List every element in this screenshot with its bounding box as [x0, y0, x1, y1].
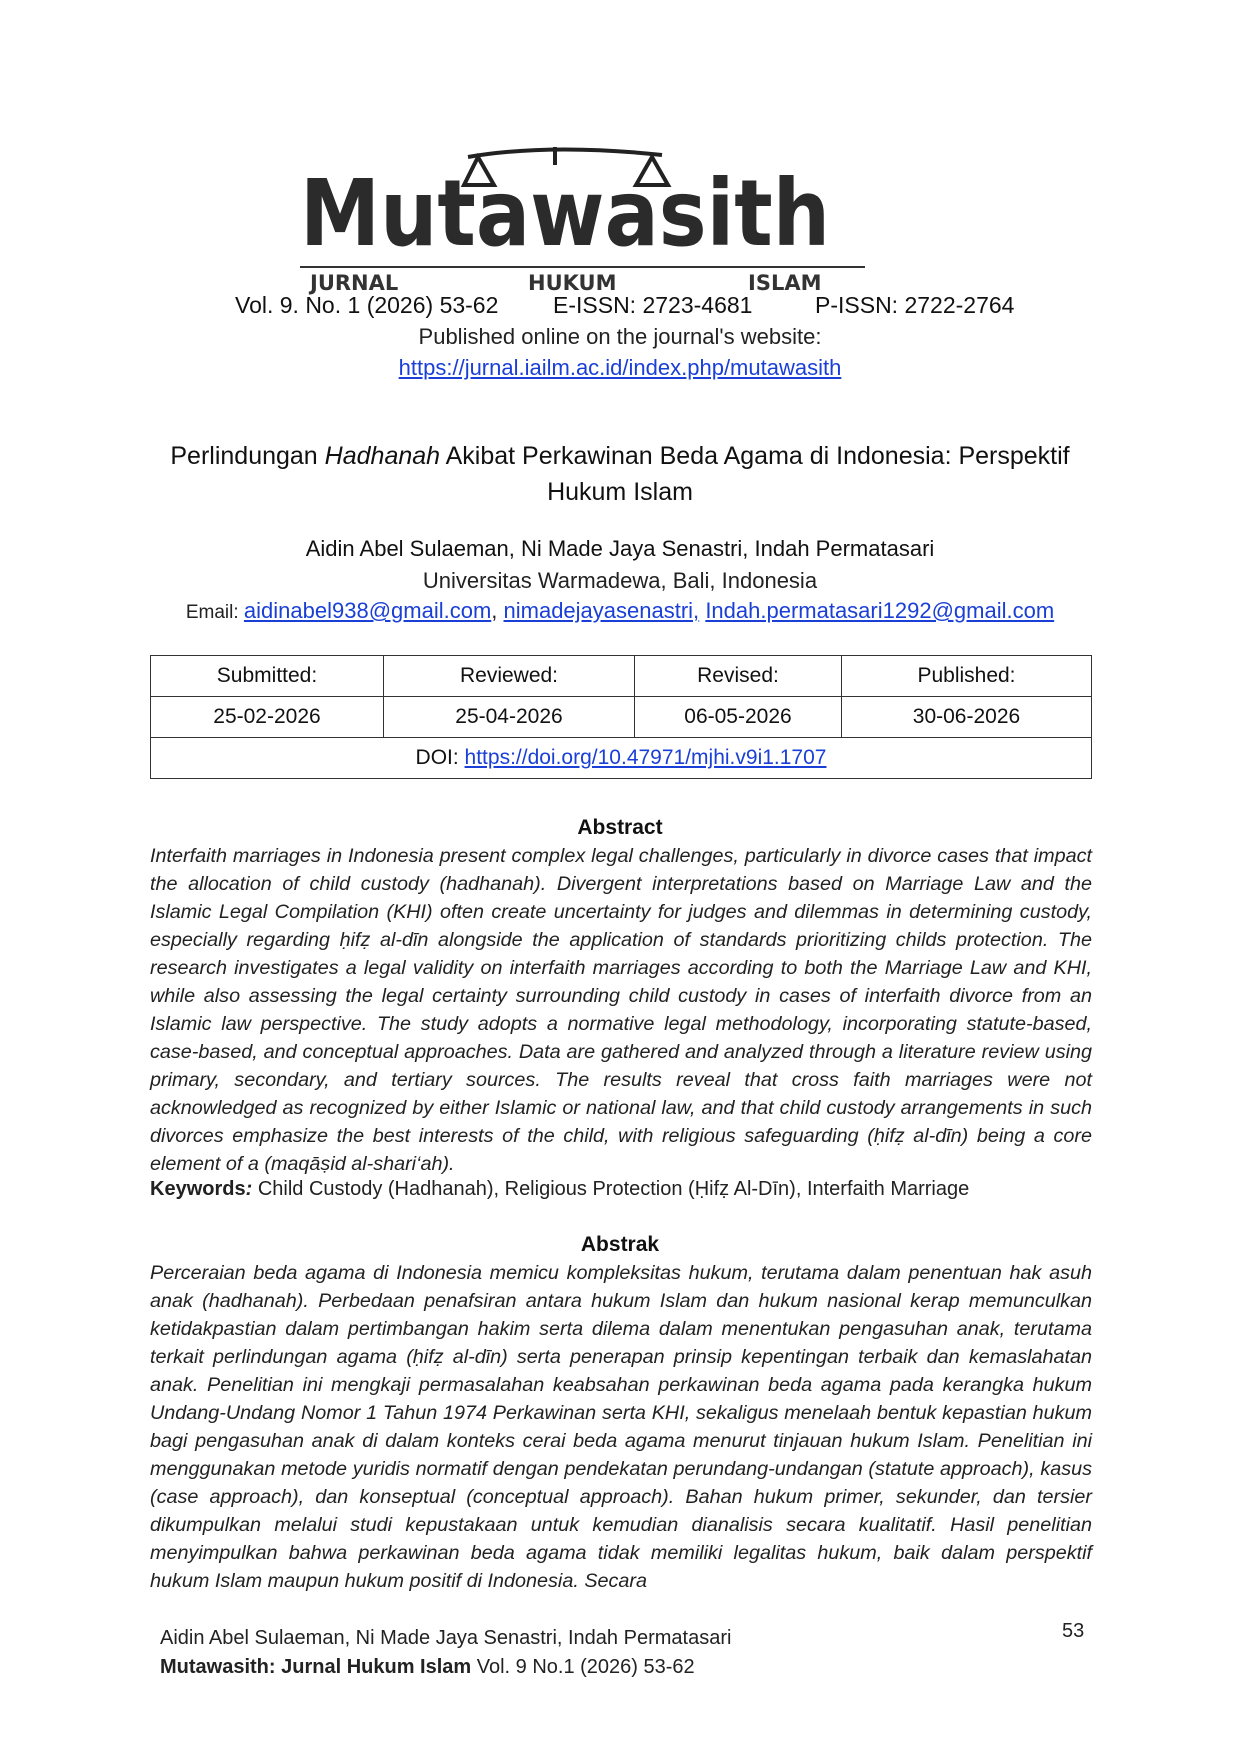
eissn: E-ISSN: 2723-4681: [553, 292, 753, 318]
reviewed-date: 25-04-2026: [384, 697, 635, 738]
footer-journal: Mutawasith: Jurnal Hukum Islam Vol. 9 No.1 (2026) 53-62: [160, 1656, 695, 1678]
footer-authors: Aidin Abel Sulaeman, Ni Made Jaya Senastri, Indah Permatasari: [160, 1627, 732, 1649]
logo-sub-hukum: HUKUM: [528, 271, 617, 295]
abstract-heading: Abstract: [577, 816, 663, 839]
abstract-text: Interfaith marriages in Indonesia present complex legal challenges, particularly in divorce cases that impact the allocation of child custody (hadhanah). Divergent interpretations based on Marriage Law and the Islamic Legal Compilation (KHI) often create uncertainty for judges and dilemmas in determining custody, especially regarding ḥifẓ al-dīn alongside the application of standards prioritizing childs protection. The research investigates a legal validity on interfaith marriages according to both the Marriage Law and KHI, while also assessing the legal certainty surrounding child custody in cases of interfaith divorce from an Islamic law perspective. The study adopts a normative legal methodology, incorporating statute-based, case-based, and conceptual approaches. Data are gathered and analyzed through a literature review using primary, secondary, and tertiary sources. The results reveal that cross faith marriages were not acknowledged as recognized by either Islamic or national law, and that child custody arrangements in such divorces emphasize the best interests of the child, with religious safeguarding (ḥifẓ al-dīn) being a core element of a (maqāṣid al-shari‘ah).: [150, 845, 1092, 1175]
page-number: 53: [1062, 1620, 1085, 1642]
dates-header-row: [151, 656, 1092, 697]
keywords: Keywords: Child Custody (Hadhanah), Religious Protection (Ḥifẓ Al-Dīn), Interfaith Marriage: [150, 1178, 970, 1200]
published-date: 30-06-2026: [842, 697, 1092, 738]
dates-value-row: [151, 697, 1092, 738]
authors: Aidin Abel Sulaeman, Ni Made Jaya Senastri, Indah Permatasari: [305, 536, 935, 561]
revised-date: 06-05-2026: [635, 697, 842, 738]
published-header: Published:: [842, 656, 1092, 697]
doi-label: DOI:: [415, 746, 465, 769]
logo-sub-jurnal: JURNAL: [310, 271, 399, 295]
abstrak-text: Perceraian beda agama di Indonesia memicu kompleksitas hukum, terutama dalam penentuan hak asuh anak (hadhanah). Perbedaan penafsiran antara hukum Islam dan hukum nasional kerap memunculkan ketidakpastian dalam pertimbangan hakim serta dilema dalam menentukan pengasuhan anak, terutama terkait perlindungan agama (ḥifẓ al-dīn) serta penerapan prinsip kepentingan terbaik dan kemaslahatan anak. Penelitian ini mengkaji permasalahan keabsahan perkawinan beda agama pada kerangka hukum Undang-Undang Nomor 1 Tahun 1974 Perkawinan serta KHI, sekaligus menelaah bentuk kepastian hukum bagi pengasuhan anak di dalam konteks cerai beda agama menurut tinjauan hukum Islam. Penelitian ini menggunakan metode yuridis normatif dengan pendekatan perundang-undangan (statute approach), kasus (case approach), dan konseptual (conceptual approach). Bahan hukum primer, sekunder, dan tersier dikumpulkan melalui studi kepustakaan untuk kemudian dianalisis secara kualitatif. Hasil penelitian menyimpulkan bahwa perkawinan beda agama tidak memiliki legalitas hukum, baik dalam perspektif hukum Islam maupun hukum positif di Indonesia. Secara: [150, 1262, 1092, 1592]
logo-wordmark: Mutawasith: [300, 160, 830, 267]
keywords-label: Keywords: [150, 1178, 246, 1200]
volume-info: Vol. 9. No. 1 (2026) 53-62: [235, 292, 499, 318]
doi-cell: [151, 738, 1092, 779]
email-label: Email:: [185, 602, 244, 623]
logo-sub-islam: ISLAM: [748, 271, 822, 295]
emails: Email: aidinabel938@gmail.com, nimadejayasenastri, Indah.permatasari1292@gmail.com: [185, 598, 1055, 623]
doi-link[interactable]: https://doi.org/10.47971/mjhi.v9i1.1707: [464, 746, 827, 769]
submitted-header: Submitted:: [151, 656, 384, 697]
revised-header: Revised:: [635, 656, 842, 697]
email-link-2[interactable]: nimadejayasenastri,: [503, 598, 700, 623]
submitted-date: 25-02-2026: [151, 697, 384, 738]
journal-url-link[interactable]: https://jurnal.iailm.ac.id/index.php/mutawasith: [398, 355, 842, 380]
journal-url: [0, 355, 1240, 381]
issue-info: [235, 292, 1015, 324]
email-link-3[interactable]: Indah.permatasari1292@gmail.com: [705, 598, 1055, 623]
article-title: Perlindungan Hadhanah Akibat Perkawinan Beda Agama di Indonesia: Perspektif Hukum Islam: [170, 442, 1070, 506]
published-online-note: Published online on the journal's website:: [418, 324, 822, 349]
abstrak-heading: Abstrak: [580, 1233, 660, 1256]
reviewed-header: Reviewed:: [384, 656, 635, 697]
affiliation: Universitas Warmadewa, Bali, Indonesia: [422, 568, 818, 593]
journal-logo: [300, 145, 940, 295]
dates-table: [150, 655, 1092, 779]
email-link-1[interactable]: aidinabel938@gmail.com: [243, 598, 492, 623]
doi-row: [151, 738, 1092, 779]
pissn: P-ISSN: 2722-2764: [815, 292, 1015, 318]
keywords-list: Child Custody (Hadhanah), Religious Protection (Ḥifẓ Al-Dīn), Interfaith Marriage: [252, 1178, 970, 1200]
